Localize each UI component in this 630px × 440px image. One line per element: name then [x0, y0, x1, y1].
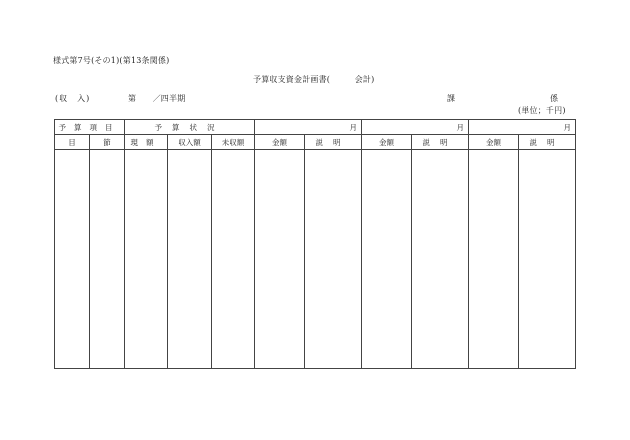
cell-moku — [55, 150, 90, 369]
budget-plan-table — [54, 119, 576, 369]
header-note-2: 説明 — [412, 135, 469, 150]
cell-received-amount — [168, 150, 212, 369]
quarter-label: 第 ／四半期 — [128, 94, 186, 103]
document-title: 予算収支資金計画書( 会計) — [253, 75, 375, 84]
header-unreceived-amount: 未収額 — [212, 135, 255, 150]
table-group-header-row — [55, 120, 576, 135]
cell-note-3 — [519, 150, 576, 369]
header-note-3: 説明 — [519, 135, 576, 150]
table-body-row — [55, 150, 576, 369]
unit-label: (単位；千円) — [518, 106, 566, 115]
staff-label: 係 — [550, 94, 559, 103]
header-current-amount: 現額 — [125, 135, 168, 150]
header-month-2: 月 — [362, 120, 469, 135]
cell-amount-3 — [469, 150, 519, 369]
header-budget-item: 予算項目 — [55, 120, 125, 135]
header-month-1: 月 — [255, 120, 362, 135]
form-number-label: 様式第7号(その1)(第13条関係) — [53, 56, 170, 65]
cell-amount-1 — [255, 150, 305, 369]
header-received-amount: 収入額 — [168, 135, 212, 150]
income-label: (収 入) — [55, 94, 91, 103]
cell-unreceived-amount — [212, 150, 255, 369]
header-month-3: 月 — [469, 120, 576, 135]
header-amount-3: 金額 — [469, 135, 519, 150]
table-sub-header-row — [55, 135, 576, 150]
cell-note-1 — [305, 150, 362, 369]
header-note-1: 説明 — [305, 135, 362, 150]
cell-setsu — [90, 150, 125, 369]
cell-current-amount — [125, 150, 168, 369]
cell-note-2 — [412, 150, 469, 369]
header-moku: 目 — [55, 135, 90, 150]
header-budget-status: 予算状況 — [125, 120, 255, 135]
header-amount-1: 金額 — [255, 135, 305, 150]
header-setsu: 節 — [90, 135, 125, 150]
section-label: 課 — [447, 94, 456, 103]
cell-amount-2 — [362, 150, 412, 369]
header-amount-2: 金額 — [362, 135, 412, 150]
